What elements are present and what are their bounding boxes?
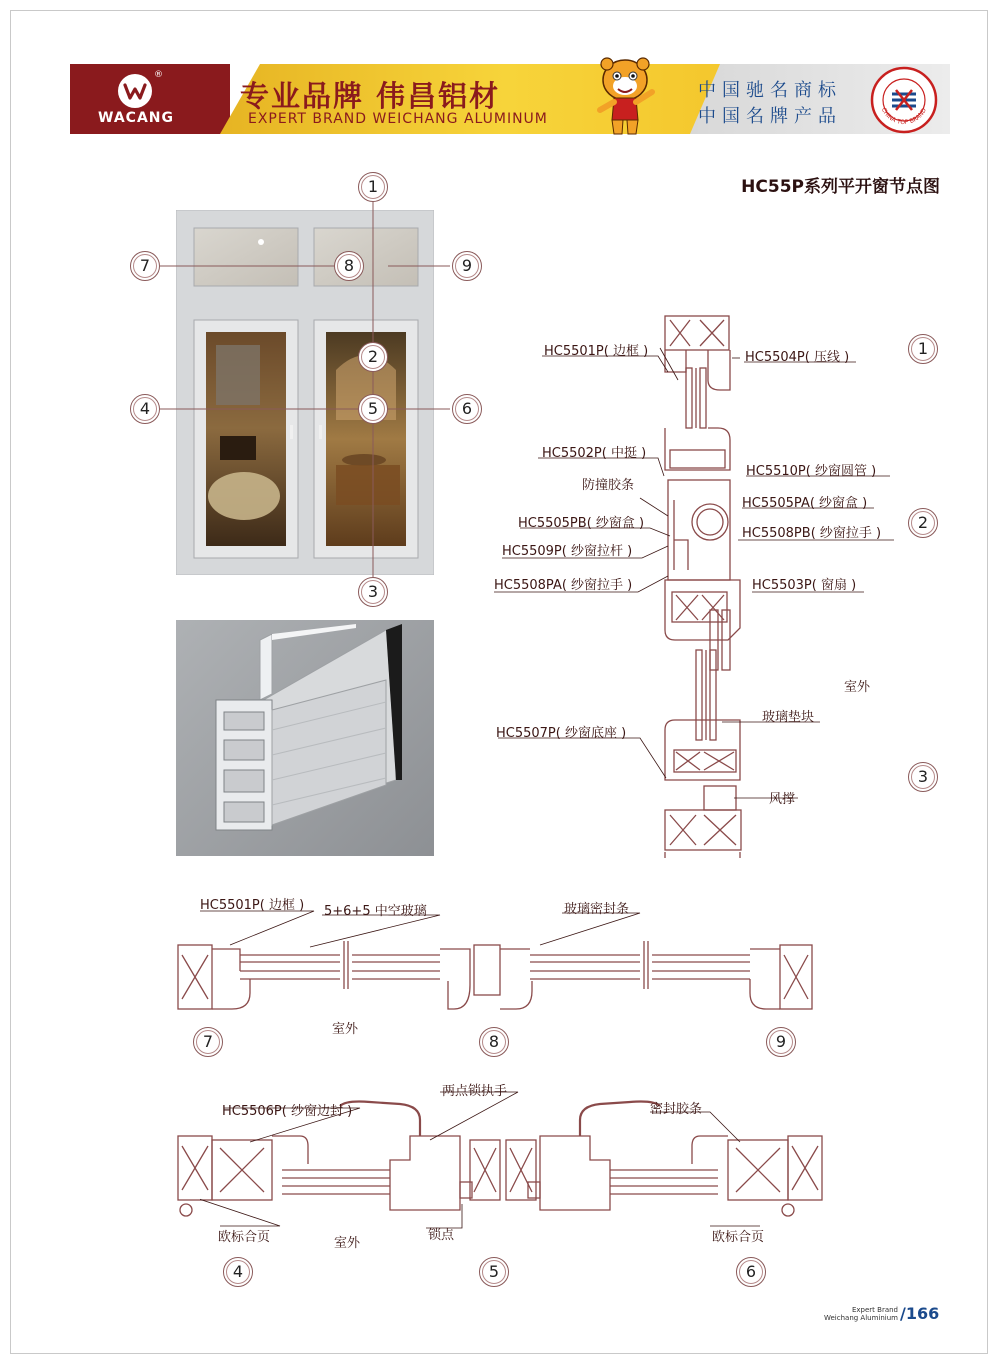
label-hinge-left: 欧标合页 <box>218 1230 271 1245</box>
label-outdoor-456: 室外 <box>334 1236 361 1251</box>
slogan-chinese: 专业品牌 伟昌铝材 <box>240 79 501 113</box>
window-callout-8: 8 <box>334 251 364 281</box>
window-callout-1: 1 <box>358 172 388 202</box>
label-hc5508pb: HC5508PB( 纱窗拉手 ) <box>742 526 882 541</box>
section-callout-3: 3 <box>908 762 938 792</box>
footer-brand-line-1: Expert Brand <box>851 1306 898 1314</box>
label-hc5504p: HC5504P( 压线 ) <box>745 350 850 365</box>
label-hc5507p: HC5507P( 纱窗底座 ) <box>496 726 627 741</box>
label-hc5505pa: HC5505PA( 纱窗盒 ) <box>742 496 868 511</box>
section-callout-8: 8 <box>479 1027 509 1057</box>
section-callout-2: 2 <box>908 508 938 538</box>
label-glass-block: 玻璃垫块 <box>762 710 815 725</box>
section-callout-6: 6 <box>736 1257 766 1287</box>
tiger-mascot-icon <box>590 54 660 138</box>
window-callout-4: 4 <box>130 394 160 424</box>
label-hinge-right: 欧标合页 <box>712 1230 765 1245</box>
honor-line-1: 中国驰名商标 <box>698 80 842 101</box>
profile-render-icon <box>176 620 434 856</box>
label-outdoor-vertical: 室外 <box>844 680 871 695</box>
label-hc5502p: HC5502P( 中挺 ) <box>542 446 647 461</box>
section-callout-9: 9 <box>766 1027 796 1057</box>
label-hc5508pa: HC5508PA( 纱窗拉手 ) <box>494 578 633 593</box>
label-lock-point: 锁点 <box>428 1228 455 1243</box>
honor-line-2: 中国名牌产品 <box>698 106 842 127</box>
label-hc5501p-789: HC5501P( 边框 ) <box>200 898 305 913</box>
label-glass-seal: 玻璃密封条 <box>564 902 630 917</box>
label-hollow-glass: 5+6+5 中空玻璃 <box>324 904 427 919</box>
label-fangzhuang: 防撞胶条 <box>582 478 635 493</box>
slogan-english: EXPERT BRAND WEICHANG ALUMINUM <box>248 111 548 127</box>
window-callout-6: 6 <box>452 394 482 424</box>
section-callout-1: 1 <box>908 334 938 364</box>
window-callout-2: 2 <box>358 342 388 372</box>
section-callout-5: 5 <box>479 1257 509 1287</box>
label-hc5509p: HC5509P( 纱窗拉杆 ) <box>502 544 633 559</box>
logo-text: WACANG <box>98 110 174 126</box>
label-hc5505pb: HC5505PB( 纱窗盒 ) <box>518 516 645 531</box>
footer-brand <box>814 1306 898 1322</box>
china-top-brand-seal-icon <box>870 66 938 134</box>
label-hc5510p: HC5510P( 纱窗圆管 ) <box>746 464 877 479</box>
label-two-point-lock-handle: 两点锁执手 <box>442 1084 508 1099</box>
label-outdoor-789: 室外 <box>332 1022 359 1037</box>
header-banner <box>70 64 950 134</box>
window-callout-9: 9 <box>452 251 482 281</box>
window-callout-lines <box>120 170 500 610</box>
page-number: /166 <box>900 1304 940 1323</box>
footer-brand-line-2: Weichang Aluminium <box>823 1314 898 1322</box>
window-callout-7: 7 <box>130 251 160 281</box>
label-hc5506p: HC5506P( 纱窗边封 ) <box>222 1104 353 1119</box>
profile-section-photo <box>176 620 434 856</box>
label-hc5503p: HC5503P( 窗扇 ) <box>752 578 857 593</box>
window-callout-3: 3 <box>358 577 388 607</box>
section-callout-7: 7 <box>193 1027 223 1057</box>
window-callout-5: 5 <box>358 394 388 424</box>
registered-mark: ® <box>154 70 163 80</box>
page-title: HC55P系列平开窗节点图 <box>741 177 940 197</box>
svg-text:CHINA TOP BRAND: CHINA TOP BRAND <box>879 106 928 127</box>
section-callout-4: 4 <box>223 1257 253 1287</box>
label-wind-brace: 风撑 <box>769 792 796 807</box>
label-seal-strip: 密封胶条 <box>650 1102 703 1117</box>
wacang-logo-icon <box>118 74 152 108</box>
label-hc5501p: HC5501P( 边框 ) <box>544 344 649 359</box>
